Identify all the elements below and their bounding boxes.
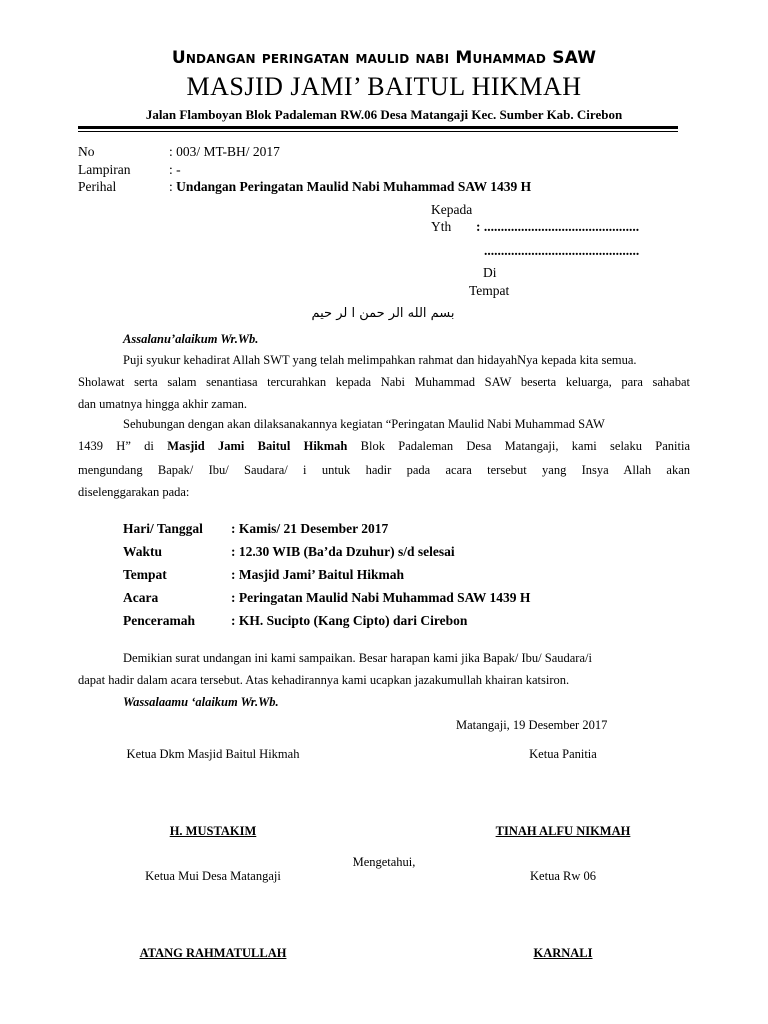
- mui-name: ATANG RAHMATULLAH: [139, 946, 287, 960]
- paragraph-2-line-4: diselenggarakan pada:: [78, 485, 190, 499]
- event-time-value: : 12.30 WIB (Ba’da Dzuhur) s/d selesai: [231, 544, 455, 559]
- di: Di: [483, 265, 497, 280]
- paragraph-1-line-1: Puji syukur kehadirat Allah SWT yang telah melimpahkan rahmat dan hidayahNya kepada kita semua.: [123, 353, 637, 367]
- closing-salam: Wassalaamu ‘alaikum Wr.Wb.: [123, 695, 279, 709]
- paragraph-2-line-3: mengundang Bapak/ Ibu/ Saudara/ i untuk hadir pada acara tersebut yang Insya Allah akan: [78, 463, 690, 477]
- mosque-address: Jalan Flamboyan Blok Padaleman RW.06 Desa Matangaji Kec. Sumber Kab. Cirebon: [145, 107, 623, 122]
- letter-date: Matangaji, 19 Desember 2017: [456, 718, 608, 732]
- greeting: Assalanu’alaikum Wr.Wb.: [123, 332, 259, 346]
- letter-title: [0, 48, 768, 68]
- closing-line-1: Demikian surat undangan ini kami sampaikan. Besar harapan kami jika Bapak/ Ibu/ Saudara/i: [123, 651, 592, 665]
- no-label: No: [78, 144, 95, 159]
- perihal-row: [169, 179, 531, 195]
- panitia-name: TINAH ALFU NIKMAH: [495, 824, 631, 838]
- mui-title: Ketua Mui Desa Matangaji: [145, 869, 281, 883]
- paragraph-2-line-2: [78, 439, 690, 454]
- event-date-label: Hari/ Tanggal: [123, 521, 203, 536]
- closing-line-2: dapat hadir dalam acara tersebut. Atas kehadirannya kami ucapkan jazakumullah khairan katsiron.: [78, 673, 570, 687]
- dkm-title: Ketua Dkm Masjid Baitul Hikmah: [126, 747, 300, 761]
- paragraph-2-line-2-a: 1439 H” di: [78, 439, 154, 453]
- event-time-label: Waktu: [123, 544, 163, 559]
- yth-value: : ..............................................: [476, 219, 640, 234]
- panitia-title: Ketua Panitia: [529, 747, 597, 761]
- recipient-line-2: ..............................................: [484, 243, 640, 258]
- kepada: Kepada: [431, 202, 473, 217]
- lampiran-value: : -: [169, 162, 181, 177]
- paragraph-2-line-1: Sehubungan dengan akan dilaksanakannya kegiatan “Peringatan Maulid Nabi Muhammad SAW: [123, 417, 605, 431]
- event-place-label: Tempat: [123, 567, 167, 582]
- header-rule-thick: [78, 126, 678, 129]
- no-value: : 003/ MT-BH/ 2017: [169, 144, 280, 159]
- event-date-value: : Kamis/ 21 Desember 2017: [231, 521, 389, 536]
- tempat: Tempat: [469, 283, 510, 298]
- mengetahui: Mengetahui,: [352, 855, 416, 869]
- dkm-name: H. MUSTAKIM: [169, 824, 257, 838]
- event-speaker-label: Penceramah: [123, 613, 195, 628]
- basmalah: بسم الله الر حمن ا لر حيم: [311, 306, 455, 321]
- mosque-name: MASJID JAMI’ BAITUL HIKMAH: [186, 72, 582, 101]
- lampiran-label: Lampiran: [78, 162, 131, 177]
- event-speaker-value: : KH. Sucipto (Kang Cipto) dari Cirebon: [231, 613, 468, 628]
- letter-title-text: Undangan peringatan maulid nabi Muhammad SAW: [171, 48, 597, 68]
- perihal-colon: :: [169, 179, 173, 194]
- paragraph-2-mosque: Masjid Jami Baitul Hikmah: [167, 439, 348, 453]
- paragraph-2-line-2-c: Blok Padaleman Desa Matangaji, kami selaku Panitia: [360, 439, 690, 453]
- event-place-value: : Masjid Jami’ Baitul Hikmah: [231, 567, 405, 582]
- perihal-value: Undangan Peringatan Maulid Nabi Muhammad SAW 1439 H: [176, 179, 532, 194]
- perihal-label: Perihal: [78, 179, 117, 194]
- rw-name: KARNALI: [533, 946, 593, 960]
- event-program-label: Acara: [123, 590, 159, 605]
- yth-label: Yth: [431, 219, 452, 234]
- rw-title: Ketua Rw 06: [530, 869, 596, 883]
- header-rule-thin: [78, 131, 678, 132]
- paragraph-1-line-3: dan umatnya hingga akhir zaman.: [78, 397, 248, 411]
- paragraph-1-line-2: Sholawat serta salam senantiasa tercurahkan kepada Nabi Muhammad SAW beserta keluarga, para sahabat: [78, 375, 690, 389]
- event-program-value: : Peringatan Maulid Nabi Muhammad SAW 1439 H: [231, 590, 531, 605]
